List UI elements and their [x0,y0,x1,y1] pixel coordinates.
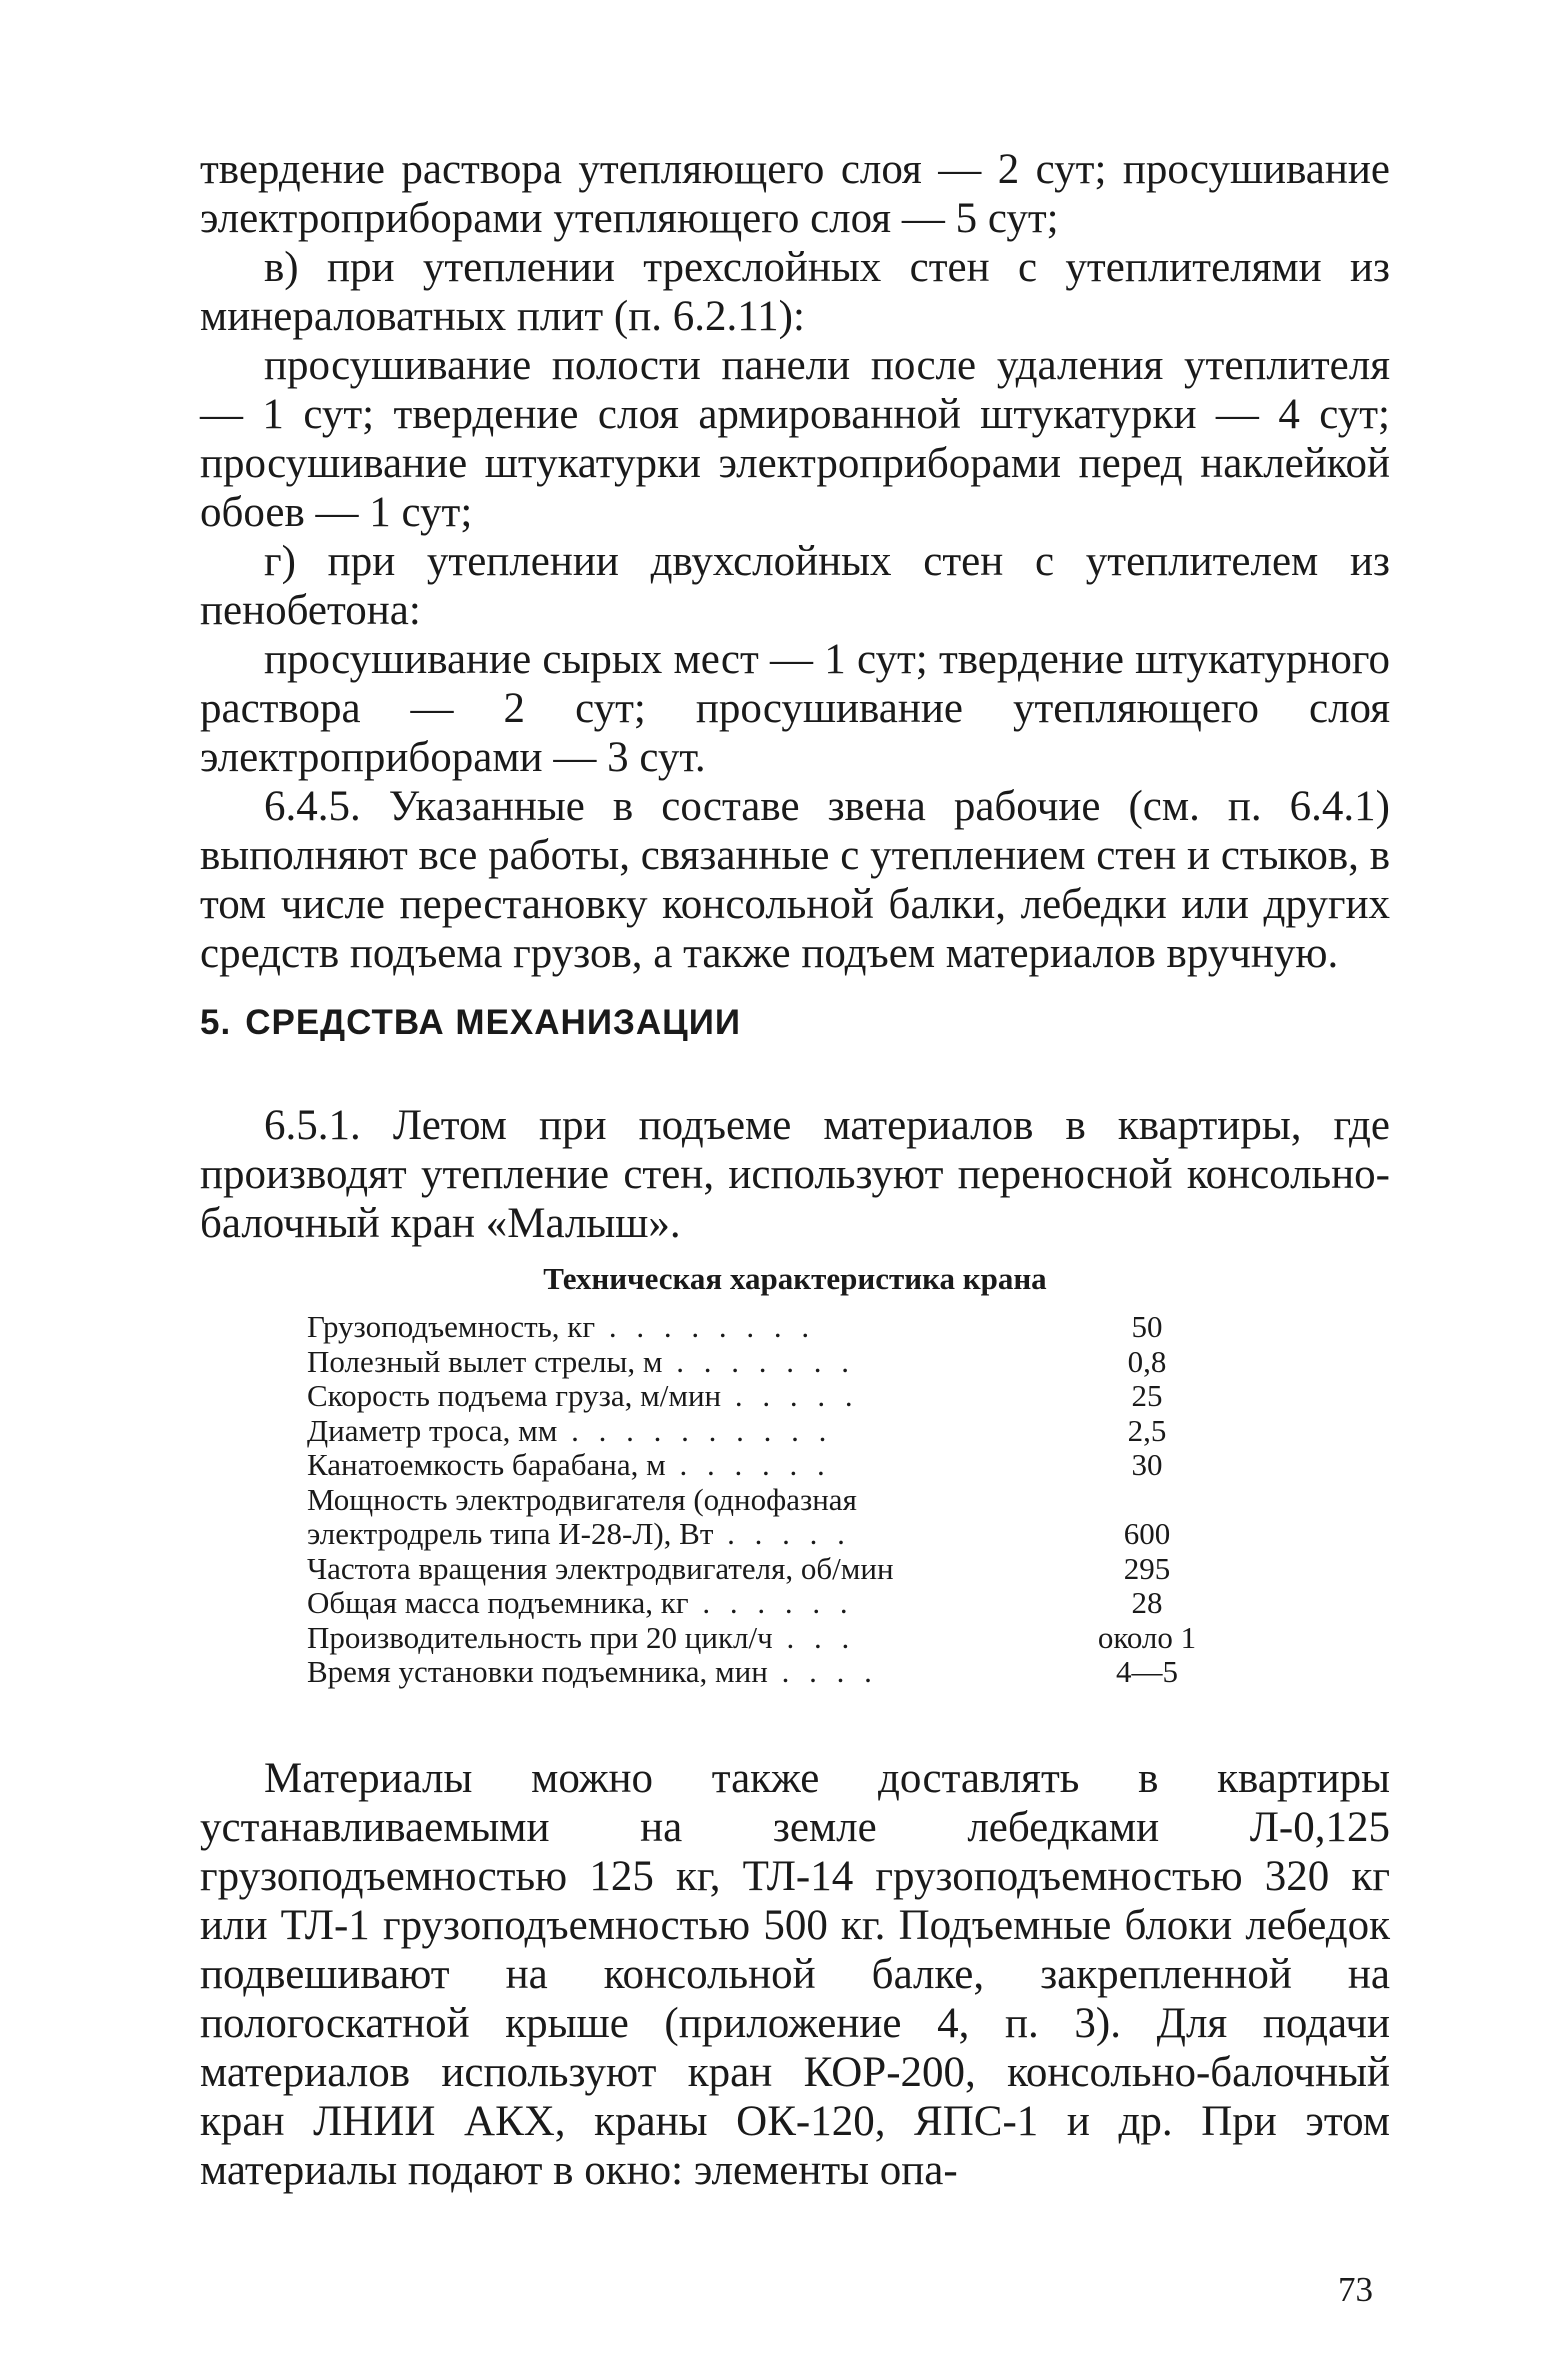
row-value: 0,8 [1127,1343,1167,1379]
spec-table [307,1310,1227,1690]
row-label: электродрель типа И-28-Л), Вт [307,1517,714,1551]
table-row: электродрель типа И-28-Л), Вт . . . . . 600 [307,1517,1227,1552]
row-label: Диаметр троса, мм [307,1413,558,1448]
paragraph: г) при утеплении двухслойных стен с утеплителем из пенобетона: [200,538,1390,634]
table-row: Время установки подъемника, мин . . . . 4—5 [307,1655,1227,1690]
paragraph: Материалы можно также доставлять в квартиры устанавливаемыми на земле лебедками Л-0,125 грузоподъемностью 125 кг, ТЛ-14 грузоподъемностью 320 кг или ТЛ-1 грузоподъемностью 500 кг. Подъемные блоки лебедок подвешивают на консольной балке, закрепленной на пологоскатной крыше (приложение 4, п. 3). Для подачи материалов используют кран КОР-200, консольно-балочный кран ЛНИИ АКХ, краны ОК-120, ЯПС-1 и др. При этом материалы подают в окно: элементы опа- [200,1755,1390,2194]
table-row: Диаметр троса, мм . . . . . . . . . . 2,5 [307,1414,1227,1449]
table-row [307,1483,1227,1518]
section-heading [200,1003,741,1043]
paragraph: просушивание полости панели после удаления утеплителя — 1 сут; твердение слоя армированной штукатурки — 4 сут; просушивание штукатурки электроприборами перед наклейкой обоев — 1 сут; [200,342,1390,536]
row-value: около 1 [1097,1619,1197,1655]
row-value: 25 [1131,1378,1163,1413]
table-row: Полезный вылет стрелы, м . . . . . . . 0,8 [307,1345,1227,1380]
row-label: Грузоподъемность, кг [307,1310,596,1344]
row-label: Частота вращения электродвигателя, об/мин [307,1551,894,1586]
row-value: 2,5 [1127,1412,1167,1448]
row-label: Время установки подъемника, мин [307,1655,768,1689]
row-label: Общая масса подъемника, кг [307,1586,689,1620]
row-label: Канатоемкость барабана, м [307,1448,666,1482]
table-title: Техническая характеристика крана [543,1261,1047,1296]
row-label: Скорость подъема груза, м/мин [307,1379,722,1413]
row-value: 4—5 [1116,1654,1178,1689]
row-label: Полезный вылет стрелы, м [307,1344,663,1379]
paragraph: просушивание сырых мест — 1 сут; твердение штукатурного раствора — 2 сут; просушивание утепляющего слоя электроприборами — 3 сут. [200,636,1390,781]
row-value: 28 [1131,1585,1163,1620]
paragraph: 6.5.1. Летом при подъеме материалов в квартиры, где производят утепление стен, используют переносной консольно-балочный кран «Малыш». [200,1102,1390,1247]
row-value: 600 [1123,1516,1171,1551]
row-value: 50 [1131,1309,1163,1344]
table-row: Грузоподъемность, кг . . . . . . . . 50 [307,1310,1227,1345]
row-value: 30 [1131,1447,1163,1482]
page-number: 73 [1338,2270,1373,2309]
intro-block [200,1101,1390,1248]
table-row: Производительность при 20 цикл/ч . . . около 1 [307,1621,1227,1656]
section-title: СРЕДСТВА МЕХАНИЗАЦИИ [245,1003,742,1042]
table-row: Скорость подъема груза, м/мин . . . . . 25 [307,1379,1227,1414]
row-label: Производительность при 20 цикл/ч [307,1620,773,1655]
table-row: Общая масса подъемника, кг . . . . . . 28 [307,1586,1227,1621]
paragraph: в) при утеплении трехслойных стен с утеплителями из минераловатных плит (п. 6.2.11): [200,244,1390,340]
row-value: 295 [1123,1550,1171,1586]
paragraph: 6.4.5. Указанные в составе звена рабочие (см. п. 6.4.1) выполняют все работы, связанные с утеплением стен и стыков, в том числе перестановку консольной балки, лебедки или других средств подъема грузов, а также подъем материалов вручную. [200,783,1390,977]
row-label: Мощность электродвигателя (однофазная [307,1482,857,1517]
closing-block [200,1754,1390,2195]
section-number: 5. [200,1003,232,1042]
table-row: Канатоемкость барабана, м . . . . . . 30 [307,1448,1227,1483]
top-text-block [200,145,1390,978]
table-row [307,1552,1227,1587]
paragraph: твердение раствора утепляющего слоя — 2 сут; просушивание электроприборами утепляющего слоя — 5 сут; [200,146,1390,242]
